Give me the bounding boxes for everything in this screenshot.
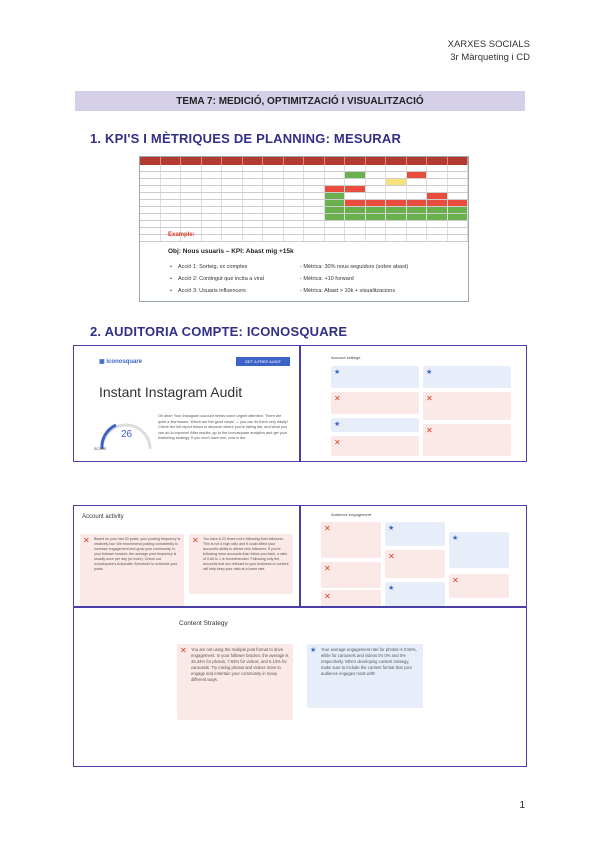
table-cell (386, 221, 407, 227)
table-cell (325, 235, 346, 241)
table-cell (181, 193, 202, 199)
table-cell (243, 235, 264, 241)
table-cell (140, 193, 161, 199)
table-cell (140, 165, 161, 171)
example-action-3: • Acció 3: Usuaris influencers (170, 288, 246, 294)
table-cell (366, 228, 387, 234)
table-cell (427, 221, 448, 227)
table-header-cell (366, 157, 387, 165)
table-cell (263, 228, 284, 234)
table-cell (243, 179, 264, 185)
table-cell (427, 228, 448, 234)
table-cell (366, 235, 387, 241)
table-cell (284, 193, 305, 199)
table-row (140, 172, 468, 179)
table-cell (181, 179, 202, 185)
table-cell (407, 179, 428, 185)
header-course: XARXES SOCIALS (447, 39, 530, 50)
audit-card (331, 436, 419, 456)
table-cell (325, 200, 346, 206)
cross-icon: ✕ (192, 536, 199, 545)
audit-card (321, 562, 381, 588)
table-cell (243, 186, 264, 192)
example-metric-3: - Mètrica: Abast > 10k + visualitzacions (300, 288, 396, 294)
table-cell (161, 165, 182, 171)
audit-card (385, 582, 445, 606)
table-cell (386, 235, 407, 241)
table-cell (345, 165, 366, 171)
audit-card (331, 418, 419, 432)
table-cell (140, 221, 161, 227)
table-cell (161, 179, 182, 185)
table-cell (243, 214, 264, 220)
star-icon: ★ (452, 535, 459, 542)
table-header-cell (427, 157, 448, 165)
table-cell (386, 200, 407, 206)
cross-icon: ✕ (388, 552, 395, 561)
example-metric-2: - Mètrica: +10 forward (300, 276, 354, 282)
table-cell (345, 228, 366, 234)
audit-intro-panel (73, 345, 300, 462)
audit-issues-panel (300, 345, 527, 462)
table-cell (284, 172, 305, 178)
star-icon: ★ (426, 369, 433, 376)
table-cell (345, 207, 366, 213)
table-cell (427, 235, 448, 241)
table-cell (202, 221, 223, 227)
table-cell (366, 207, 387, 213)
table-cell (181, 172, 202, 178)
table-cell (202, 186, 223, 192)
table-header-cell (284, 157, 305, 165)
table-cell (140, 214, 161, 220)
table-cell (386, 214, 407, 220)
table-cell (386, 228, 407, 234)
table-cell (284, 221, 305, 227)
kpi-table-header (140, 157, 468, 165)
activity-card-ratio: ✕ You have 6.23 times more following than followers. This is not a high ratio and it could affect your account's ability to attract new followers. If you're following more accounts than follow you back, a ratio of 0.84 to 1 is recommended. Following only the accounts that are relevant to your business or content will help keep your ratio at a lower rate. (189, 534, 293, 594)
table-cell (263, 221, 284, 227)
table-cell (386, 172, 407, 178)
table-header-cell (325, 157, 346, 165)
star-icon: ★ (310, 647, 317, 654)
table-cell (243, 221, 264, 227)
account-activity-panel (73, 505, 300, 607)
table-header-cell (345, 157, 366, 165)
table-cell (386, 165, 407, 171)
table-cell (263, 214, 284, 220)
table-header-cell (386, 157, 407, 165)
table-cell (427, 200, 448, 206)
audit-title: Instant Instagram Audit (99, 384, 243, 400)
table-cell (304, 221, 325, 227)
table-cell (284, 235, 305, 241)
table-row (140, 193, 468, 200)
cross-icon: ✕ (180, 646, 187, 655)
table-cell (448, 172, 469, 178)
table-cell (304, 179, 325, 185)
table-cell (202, 214, 223, 220)
table-header-cell (304, 157, 325, 165)
table-cell (222, 179, 243, 185)
table-cell (448, 228, 469, 234)
table-cell (366, 186, 387, 192)
table-cell (366, 214, 387, 220)
section-heading-audit: 2. AUDITORIA COMPTE: ICONOSQUARE (90, 324, 348, 339)
table-cell (243, 165, 264, 171)
table-cell (448, 221, 469, 227)
table-cell (304, 214, 325, 220)
cross-icon: ✕ (334, 394, 341, 403)
table-cell (407, 235, 428, 241)
table-cell (140, 172, 161, 178)
table-cell (140, 179, 161, 185)
table-row (140, 214, 468, 221)
table-cell (366, 193, 387, 199)
table-cell (427, 214, 448, 220)
audit-intro-text: Oh dear! Your Instagram account needs some urgent attention. There are quite a few issues. Which are the good news! — you can fix them very easily! Check the full report below to discover where you're falling flat, and what you can do to improve! After results, go to the Iconosquare analytics and get your marketing strategy. If you don't have one, now is the (158, 414, 288, 441)
table-cell (161, 172, 182, 178)
table-cell (140, 228, 161, 234)
table-cell (407, 172, 428, 178)
table-cell (243, 207, 264, 213)
table-row (140, 165, 468, 172)
table-cell (448, 193, 469, 199)
table-cell (448, 235, 469, 241)
audit-card (321, 522, 381, 558)
table-row (140, 179, 468, 186)
table-cell (325, 172, 346, 178)
table-cell (161, 207, 182, 213)
cross-icon: ✕ (83, 536, 90, 545)
table-cell (407, 221, 428, 227)
table-cell (243, 193, 264, 199)
table-cell (325, 186, 346, 192)
table-cell (304, 235, 325, 241)
table-cell (448, 214, 469, 220)
free-audit-button[interactable]: GET A FREE AUDIT (236, 357, 290, 366)
table-header-cell (407, 157, 428, 165)
table-cell (448, 207, 469, 213)
table-cell (448, 165, 469, 171)
table-cell (325, 193, 346, 199)
table-cell (304, 165, 325, 171)
table-cell (427, 165, 448, 171)
table-cell (427, 186, 448, 192)
example-objective: Obj: Nous usuaris – KPI: Abast mig +15k (168, 248, 294, 255)
table-cell (284, 207, 305, 213)
table-cell (161, 186, 182, 192)
table-cell (304, 186, 325, 192)
table-cell (243, 200, 264, 206)
table-cell (222, 207, 243, 213)
table-cell (263, 179, 284, 185)
table-cell (222, 193, 243, 199)
table-cell (222, 200, 243, 206)
table-cell (325, 228, 346, 234)
table-cell (140, 235, 161, 241)
header-subtitle: 3r Màrqueting i CD (450, 52, 530, 63)
table-cell (243, 172, 264, 178)
table-cell (427, 172, 448, 178)
table-cell (181, 165, 202, 171)
table-cell (325, 165, 346, 171)
iconosquare-logo: ▣ iconosquare (99, 359, 143, 365)
table-cell (345, 221, 366, 227)
audit-issues-title: Account settings (331, 355, 361, 360)
table-cell (263, 186, 284, 192)
content-card-engagement: ★ Your average engagement rate for photos is 0.55%, while for carousels and videos it's 0% and 0% respectively. When developing content strategy, make sure to include the content format that your audience engages most with! (307, 644, 423, 708)
page-number: 1 (519, 800, 525, 811)
audit-card (331, 392, 419, 414)
example-metric-1: - Mètrica: 30% nous seguidors (sobre abast) (300, 264, 409, 270)
table-cell (181, 186, 202, 192)
example-action-2: • Acció 2: Contingut que incita a viral (170, 276, 264, 282)
table-cell (202, 200, 223, 206)
audit-card (321, 590, 381, 606)
table-cell (140, 207, 161, 213)
table-cell (407, 193, 428, 199)
content-strategy-panel (73, 607, 527, 767)
table-cell (448, 200, 469, 206)
table-cell (161, 193, 182, 199)
table-cell (325, 179, 346, 185)
table-cell (202, 172, 223, 178)
table-header-cell (243, 157, 264, 165)
audit-card (449, 574, 509, 598)
topic-banner: TEMA 7: MEDICIÓ, OPTIMITZACIÓ I VISUALITZACIÓ (75, 91, 525, 111)
table-cell (366, 165, 387, 171)
table-cell (222, 186, 243, 192)
table-cell (407, 228, 428, 234)
table-cell (427, 193, 448, 199)
example-title: Example: (168, 232, 195, 238)
table-row (140, 200, 468, 207)
table-cell (161, 221, 182, 227)
table-cell (181, 200, 202, 206)
table-cell (345, 214, 366, 220)
table-cell (284, 165, 305, 171)
table-cell (345, 200, 366, 206)
table-header-cell (161, 157, 182, 165)
table-cell (386, 207, 407, 213)
audit-card (423, 366, 511, 388)
table-cell (284, 228, 305, 234)
audit-score-label: SCORE (94, 447, 107, 451)
table-row (140, 221, 468, 228)
table-row (140, 207, 468, 214)
star-icon: ★ (334, 421, 341, 428)
table-cell (284, 214, 305, 220)
engagement-title: Audience engagement (331, 512, 372, 517)
table-cell (263, 207, 284, 213)
cross-icon: ✕ (324, 524, 331, 533)
table-cell (222, 235, 243, 241)
table-header-cell (222, 157, 243, 165)
cross-icon: ✕ (426, 394, 433, 403)
audit-card (423, 424, 511, 456)
table-cell (181, 214, 202, 220)
audit-card (385, 522, 445, 546)
table-cell (222, 228, 243, 234)
table-cell (202, 179, 223, 185)
star-icon: ★ (334, 369, 341, 376)
audit-card (331, 366, 419, 388)
audit-card (449, 532, 509, 568)
table-cell (304, 200, 325, 206)
cross-icon: ✕ (324, 592, 331, 601)
table-cell (345, 186, 366, 192)
table-cell (366, 221, 387, 227)
cross-icon: ✕ (426, 426, 433, 435)
table-cell (345, 179, 366, 185)
table-cell (202, 165, 223, 171)
table-cell (427, 179, 448, 185)
table-cell (427, 207, 448, 213)
table-cell (263, 235, 284, 241)
table-row (140, 186, 468, 193)
table-cell (345, 193, 366, 199)
table-header-cell (181, 157, 202, 165)
table-cell (202, 193, 223, 199)
cross-icon: ✕ (452, 576, 459, 585)
table-cell (161, 200, 182, 206)
content-strategy-title: Content Strategy (179, 620, 228, 627)
table-cell (448, 186, 469, 192)
table-cell (448, 179, 469, 185)
table-cell (222, 165, 243, 171)
table-cell (222, 172, 243, 178)
table-cell (202, 235, 223, 241)
table-cell (304, 207, 325, 213)
audit-engagement-panel (300, 505, 527, 607)
audit-card (423, 392, 511, 420)
activity-card-frequency: ✕ Based on your last 30 posts, your posting frequency is relatively low. We recommend posting consistently to increase engagement and grow your community. In your follower bracket, the average post frequency is usually once per day (or more). Check out Iconosquare's Automatic Scheduler to schedule your posts. (80, 534, 184, 606)
table-cell (345, 235, 366, 241)
table-cell (181, 207, 202, 213)
cross-icon: ✕ (324, 564, 331, 573)
table-cell (304, 172, 325, 178)
table-cell (407, 200, 428, 206)
account-activity-title: Account activity (82, 514, 124, 520)
table-cell (386, 179, 407, 185)
table-cell (386, 186, 407, 192)
table-cell (181, 221, 202, 227)
cross-icon: ✕ (334, 438, 341, 447)
table-cell (325, 221, 346, 227)
table-cell (407, 186, 428, 192)
star-icon: ★ (388, 585, 395, 592)
table-cell (284, 186, 305, 192)
section-heading-kpis: 1. KPI'S I MÈTRIQUES DE PLANNING: MESURAR (90, 131, 402, 146)
table-cell (202, 228, 223, 234)
table-cell (407, 214, 428, 220)
table-cell (304, 228, 325, 234)
table-header-cell (448, 157, 469, 165)
content-card-format: ✕ You are not using the multiple post format to drive engagement. In your follower bracket, the average is 34.34% for photos, 7.63% for videos, and 6.13% for carousels. Try mixing photos and videos more to engage and entertain your community in many different ways. (177, 644, 293, 720)
table-cell (222, 221, 243, 227)
page-header (448, 38, 530, 64)
table-header-cell (263, 157, 284, 165)
audit-score: 26 (121, 429, 133, 440)
kpi-table-body (140, 165, 468, 242)
table-cell (263, 165, 284, 171)
table-cell (284, 179, 305, 185)
table-cell (161, 214, 182, 220)
table-header-cell (202, 157, 223, 165)
table-cell (325, 207, 346, 213)
table-cell (284, 200, 305, 206)
audit-card (385, 550, 445, 578)
table-header-cell (140, 157, 161, 165)
table-cell (263, 193, 284, 199)
table-cell (140, 186, 161, 192)
table-cell (140, 200, 161, 206)
table-cell (366, 179, 387, 185)
table-cell (243, 228, 264, 234)
table-cell (263, 172, 284, 178)
example-action-1: • Acció 1: Sorteig, xx comptes (170, 264, 248, 270)
table-cell (407, 207, 428, 213)
table-cell (263, 200, 284, 206)
table-cell (345, 172, 366, 178)
table-cell (222, 214, 243, 220)
table-cell (366, 200, 387, 206)
table-cell (325, 214, 346, 220)
table-cell (386, 193, 407, 199)
star-icon: ★ (388, 525, 395, 532)
table-cell (366, 172, 387, 178)
table-cell (407, 165, 428, 171)
table-cell (304, 193, 325, 199)
table-cell (202, 207, 223, 213)
